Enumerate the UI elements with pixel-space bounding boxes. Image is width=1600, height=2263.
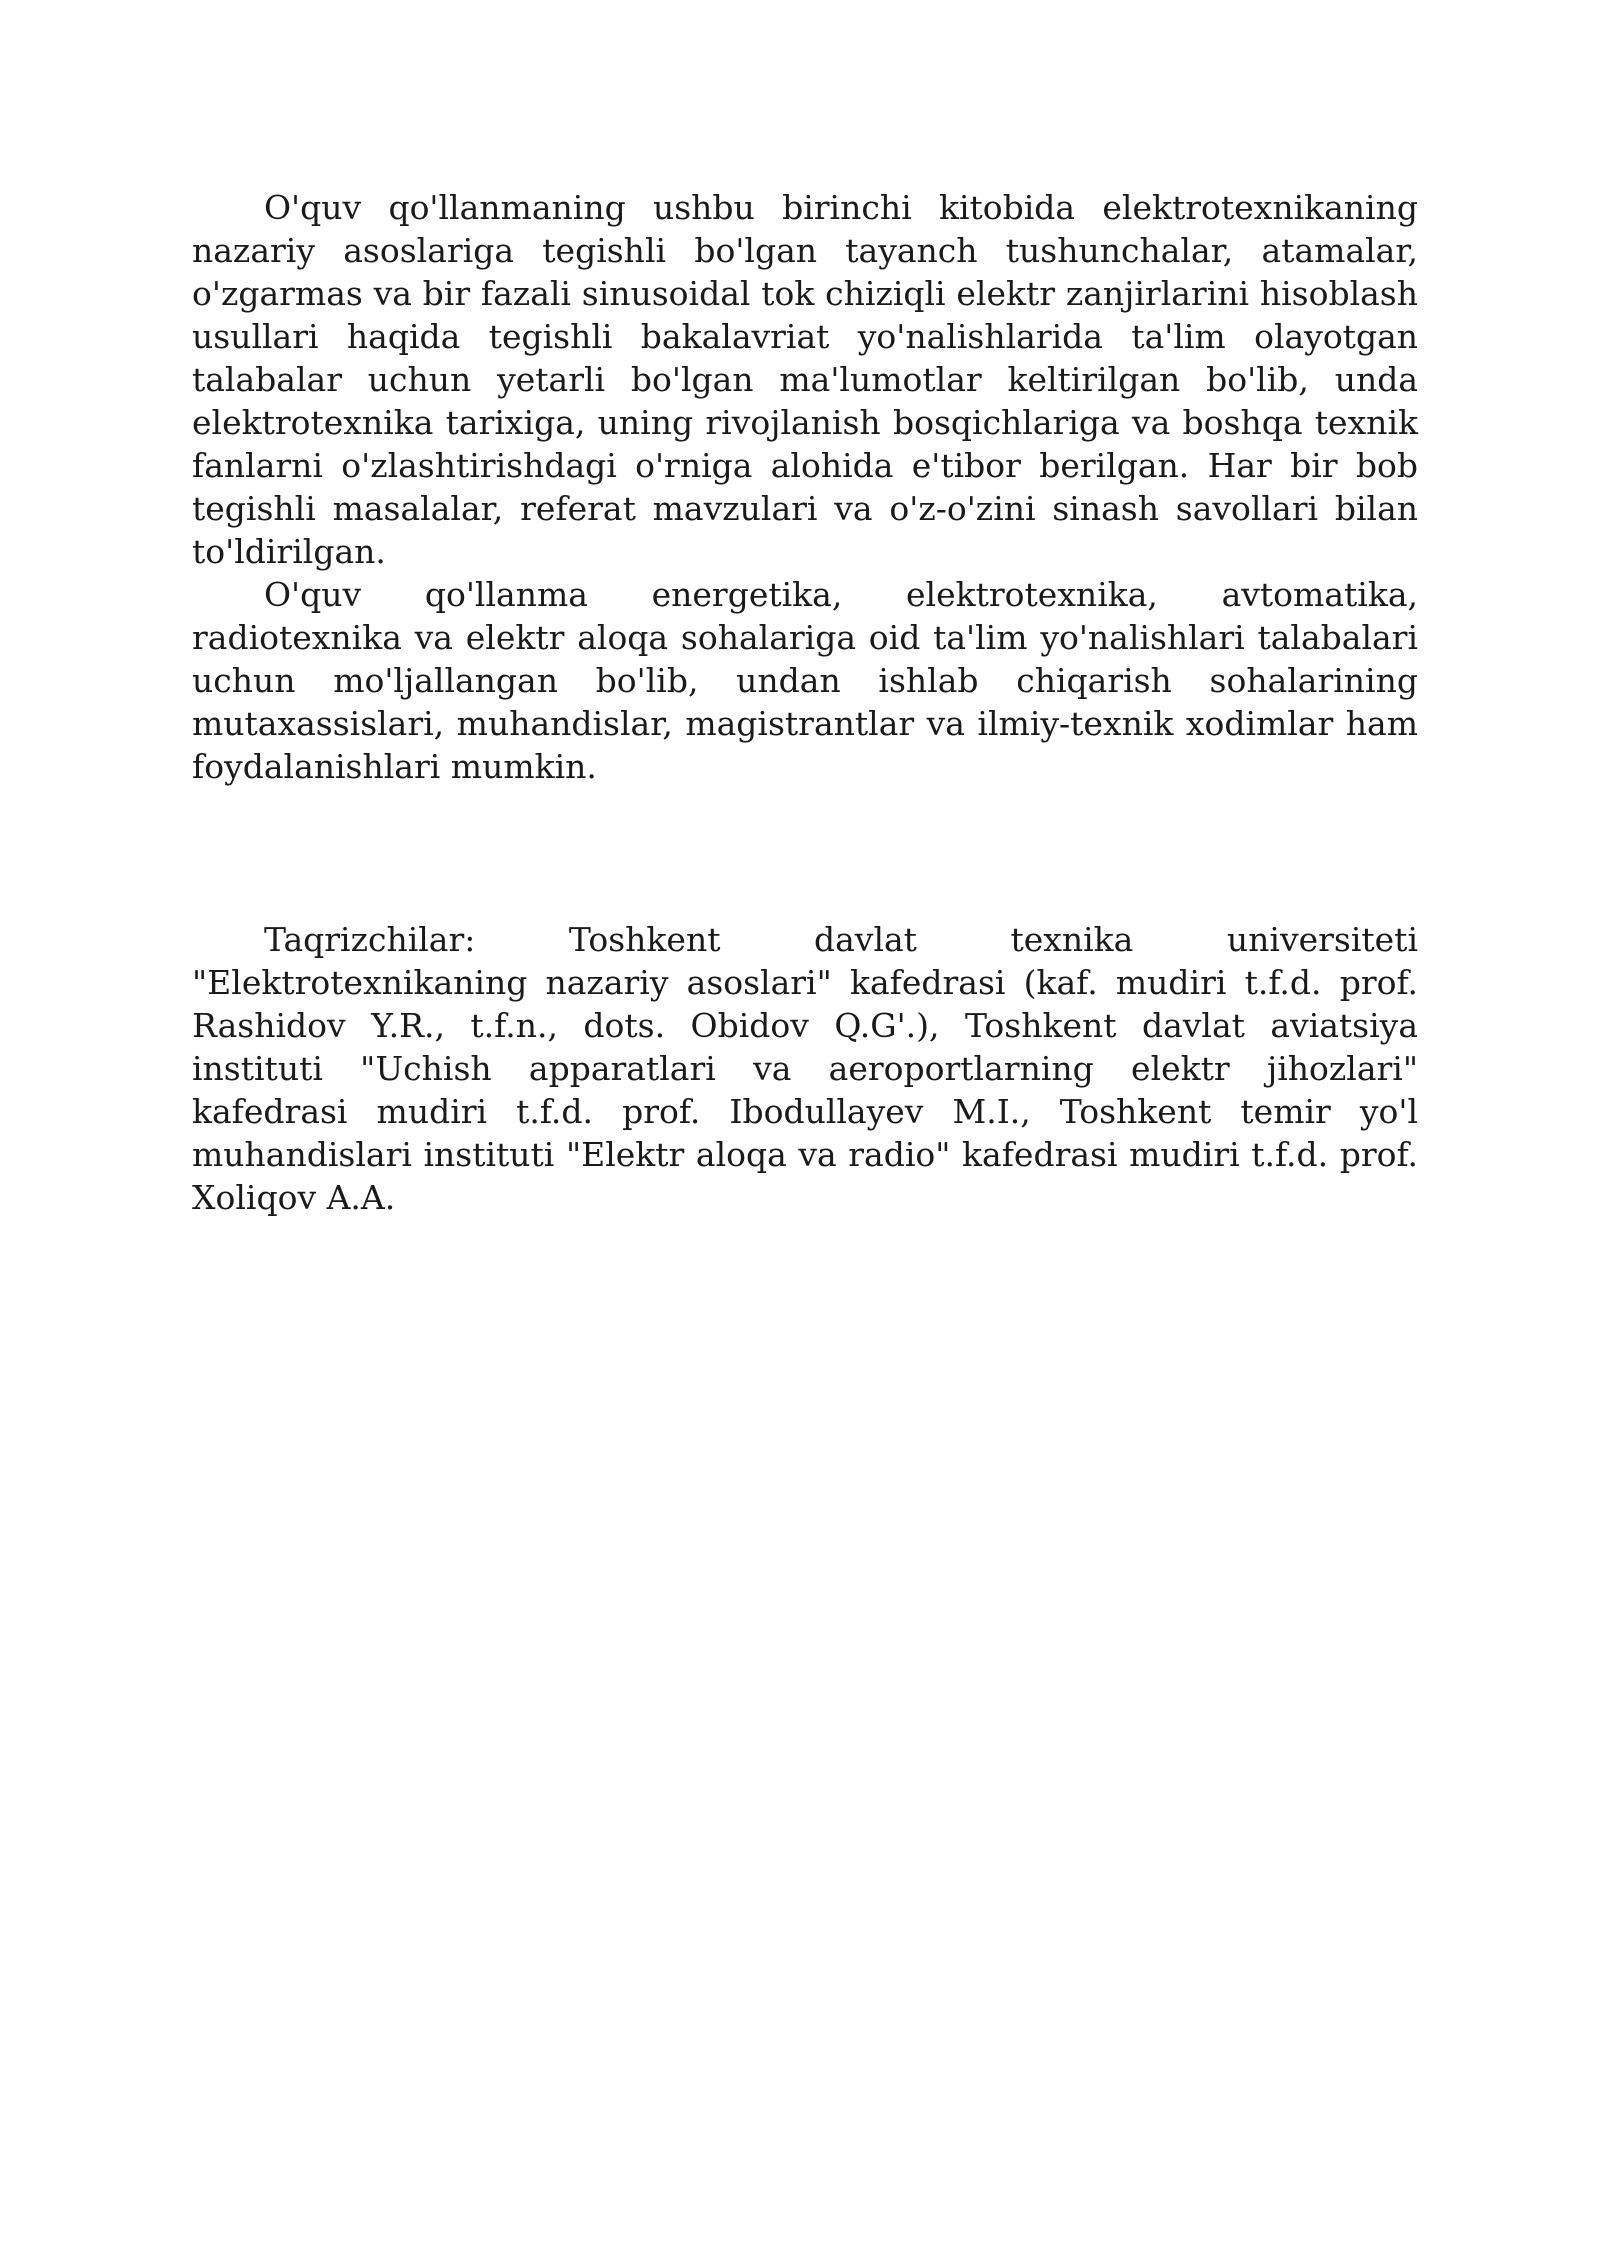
intro-paragraph-2: O'quv qo'llanma energetika, elektrotexnika, avtomatika, radiotexnika va elektr aloqa sohalariga oid ta'lim yo'nalishlari talabalari uchun mo'ljallangan bo'lib, undan ishlab chiqarish sohalarining mutaxassislari, muhandislar, magistrantlar va ilmiy-texnik xodimlar ham foydalanishlari mumkin. [192,575,1418,786]
reviewers-paragraph: Taqrizchilar: Toshkent davlat texnika universiteti "Elektrotexnikaning nazariy asoslari" kafedrasi (kaf. mudiri t.f.d. prof. Rashidov Y.R., t.f.n., dots. Obidov Q.G'.), Toshkent davlat aviatsiya instituti "Uchish apparatlari va aeroportlarning elektr jihozlari" kafedrasi mudiri t.f.d. prof. Ibodullayev M.I., Toshkent temir yo'l muhandislari instituti "Elektr aloqa va radio" kafedrasi mudiri t.f.d. prof. Xoliqov A.A. [192,920,1418,1217]
reviewers-section [192,918,1418,1219]
intro-paragraph-1: O'quv qo'llanmaning ushbu birinchi kitobida elektrotexnikaning nazariy asoslariga tegishli bo'lgan tayanch tushunchalar, atamalar, o'zgarmas va bir fazali sinusoidal tok chiziqli elektr zanjirlarini hisoblash usullari haqida tegishli bakalavriat yo'nalishlarida ta'lim olayotgan talabalar uchun yetarli bo'lgan ma'lumotlar keltirilgan bo'lib, unda elektrotexnika tarixiga, uning rivojlanish bosqichlariga va boshqa texnik fanlarni o'zlashtirishdagi o'rniga alohida e'tibor berilgan. Har bir bob tegishli masalalar, referat mavzulari va o'z-o'zini sinash savollari bilan to'ldirilgan. [192,188,1418,571]
intro-section [192,186,1418,788]
